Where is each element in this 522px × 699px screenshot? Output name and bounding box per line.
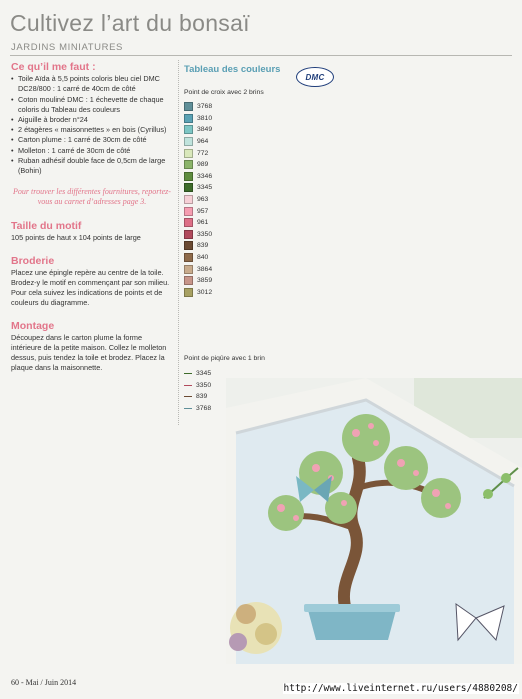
color-swatch: [184, 195, 193, 204]
color-swatch: [184, 265, 193, 274]
color-code: 3810: [197, 114, 213, 122]
needs-item: • Carton plume : 1 carré de 30cm de côté: [11, 135, 173, 145]
backstitch-line: [184, 408, 192, 409]
header-rule: [10, 55, 512, 56]
backstitch-line: [184, 396, 192, 397]
color-row: [184, 217, 212, 229]
cross-stitch-list: [184, 101, 212, 298]
color-code: 963: [197, 196, 209, 204]
column-divider: [178, 60, 179, 425]
assembly-text: Découpez dans le carton plume la forme intérieure de la petite maison. Collez le molleton dessus, puis tendez la toile et brodez. Placez la plaque dans la maisonnette.: [11, 332, 167, 373]
color-swatch: [184, 137, 193, 146]
backstitch-line: [184, 373, 192, 374]
color-code: 3012: [197, 288, 213, 296]
needs-item: • 2 étagères « maisonnettes » en bois (Cyrillus): [11, 125, 173, 135]
backstitch-code: 839: [196, 393, 208, 401]
color-code: 961: [197, 219, 209, 227]
bonsai-embroidery-photo: [226, 378, 522, 664]
color-row: [184, 240, 212, 252]
color-row: [184, 101, 212, 113]
needs-item: • Toile Aïda à 5,5 points coloris bleu ciel DMC DC28/800 : 1 carré de 40cm de côté: [11, 74, 173, 94]
color-swatch: [184, 230, 193, 239]
size-heading: Taille du motif: [11, 220, 82, 233]
size-text: 105 points de haut x 104 points de large: [11, 233, 141, 243]
color-swatch: [184, 207, 193, 216]
page-footer: 60 - Mai / Juin 2014: [11, 678, 77, 687]
instructions-column: [11, 62, 173, 386]
color-swatch: [184, 160, 193, 169]
embroidery-heading: Broderie: [11, 254, 55, 267]
color-swatch: [184, 114, 193, 123]
backstitch-label: Point de piqûre avec 1 brin: [184, 355, 265, 362]
color-swatch: [184, 149, 193, 158]
source-url[interactable]: http://www.liveinternet.ru/users/4880208/: [283, 683, 518, 694]
page-title: Cultivez l’art du bonsaï: [10, 10, 250, 36]
color-swatch: [184, 102, 193, 111]
color-swatch: [184, 253, 193, 262]
color-code: 957: [197, 207, 209, 215]
color-row: [184, 136, 212, 148]
color-code: 964: [197, 138, 209, 146]
backstitch-code: 3768: [196, 404, 212, 412]
color-row: [184, 194, 212, 206]
color-code: 3768: [197, 103, 213, 111]
needs-item: • Molleton : 1 carré de 30cm de côté: [11, 146, 173, 156]
color-code: 989: [197, 161, 209, 169]
color-row: [184, 113, 212, 125]
backstitch-code: 3345: [196, 370, 212, 378]
embroidery-text: Placez une épingle repère au centre de la toile. Brodez-y le motif en commençant par son milieu. Pour cela suivez les indications de points et de couleurs du diagramme.: [11, 267, 170, 308]
color-code: 772: [197, 149, 209, 157]
backstitch-line: [184, 385, 192, 386]
color-swatch: [184, 241, 193, 250]
color-code: 3859: [197, 277, 213, 285]
color-row: [184, 287, 212, 299]
color-row: [184, 275, 212, 287]
color-swatch: [184, 183, 193, 192]
color-code: 3864: [197, 265, 213, 273]
needs-heading: Ce qu’il me faut :: [11, 61, 96, 73]
assembly-heading: Montage: [11, 319, 55, 332]
color-code: 840: [197, 254, 209, 262]
dmc-logo-text: DMC: [305, 72, 325, 82]
color-swatch: [184, 172, 193, 181]
color-code: 839: [197, 242, 209, 250]
backstitch-row: [184, 403, 211, 415]
color-swatch: [184, 288, 193, 297]
needs-item: • Ruban adhésif double face de 0,5cm de large (Bohin): [11, 156, 173, 176]
supplies-note: Pour trouver les différentes fournitures, reportez-vous au carnet d’adresses page 3.: [13, 187, 171, 207]
color-swatch: [184, 218, 193, 227]
backstitch-row: [184, 368, 211, 380]
needs-list: [11, 74, 173, 176]
backstitch-list: [184, 368, 211, 414]
color-row: [184, 147, 212, 159]
color-swatch: [184, 276, 193, 285]
needs-item: • Coton mouliné DMC : 1 échevette de chaque coloris du Tableau des couleurs: [11, 95, 173, 115]
color-row: [184, 124, 212, 136]
color-code: 3849: [197, 126, 213, 134]
cross-stitch-label: Point de croix avec 2 brins: [184, 89, 264, 96]
dmc-logo: [296, 67, 334, 87]
color-row: [184, 205, 212, 217]
backstitch-row: [184, 391, 211, 403]
color-code: 3345: [197, 184, 213, 192]
color-row: [184, 229, 212, 241]
color-row: [184, 263, 212, 275]
color-row: [184, 159, 212, 171]
color-table-heading: Tableau des couleurs: [184, 64, 281, 75]
needs-item: • Aiguille à broder n°24: [11, 115, 173, 125]
color-code: 3350: [197, 230, 213, 238]
page-subtitle: JARDINS MINIATURES: [11, 42, 123, 53]
color-row: [184, 252, 212, 264]
backstitch-code: 3350: [196, 381, 212, 389]
color-row: [184, 171, 212, 183]
backstitch-row: [184, 380, 211, 392]
color-code: 3346: [197, 172, 213, 180]
color-swatch: [184, 125, 193, 134]
color-row: [184, 182, 212, 194]
